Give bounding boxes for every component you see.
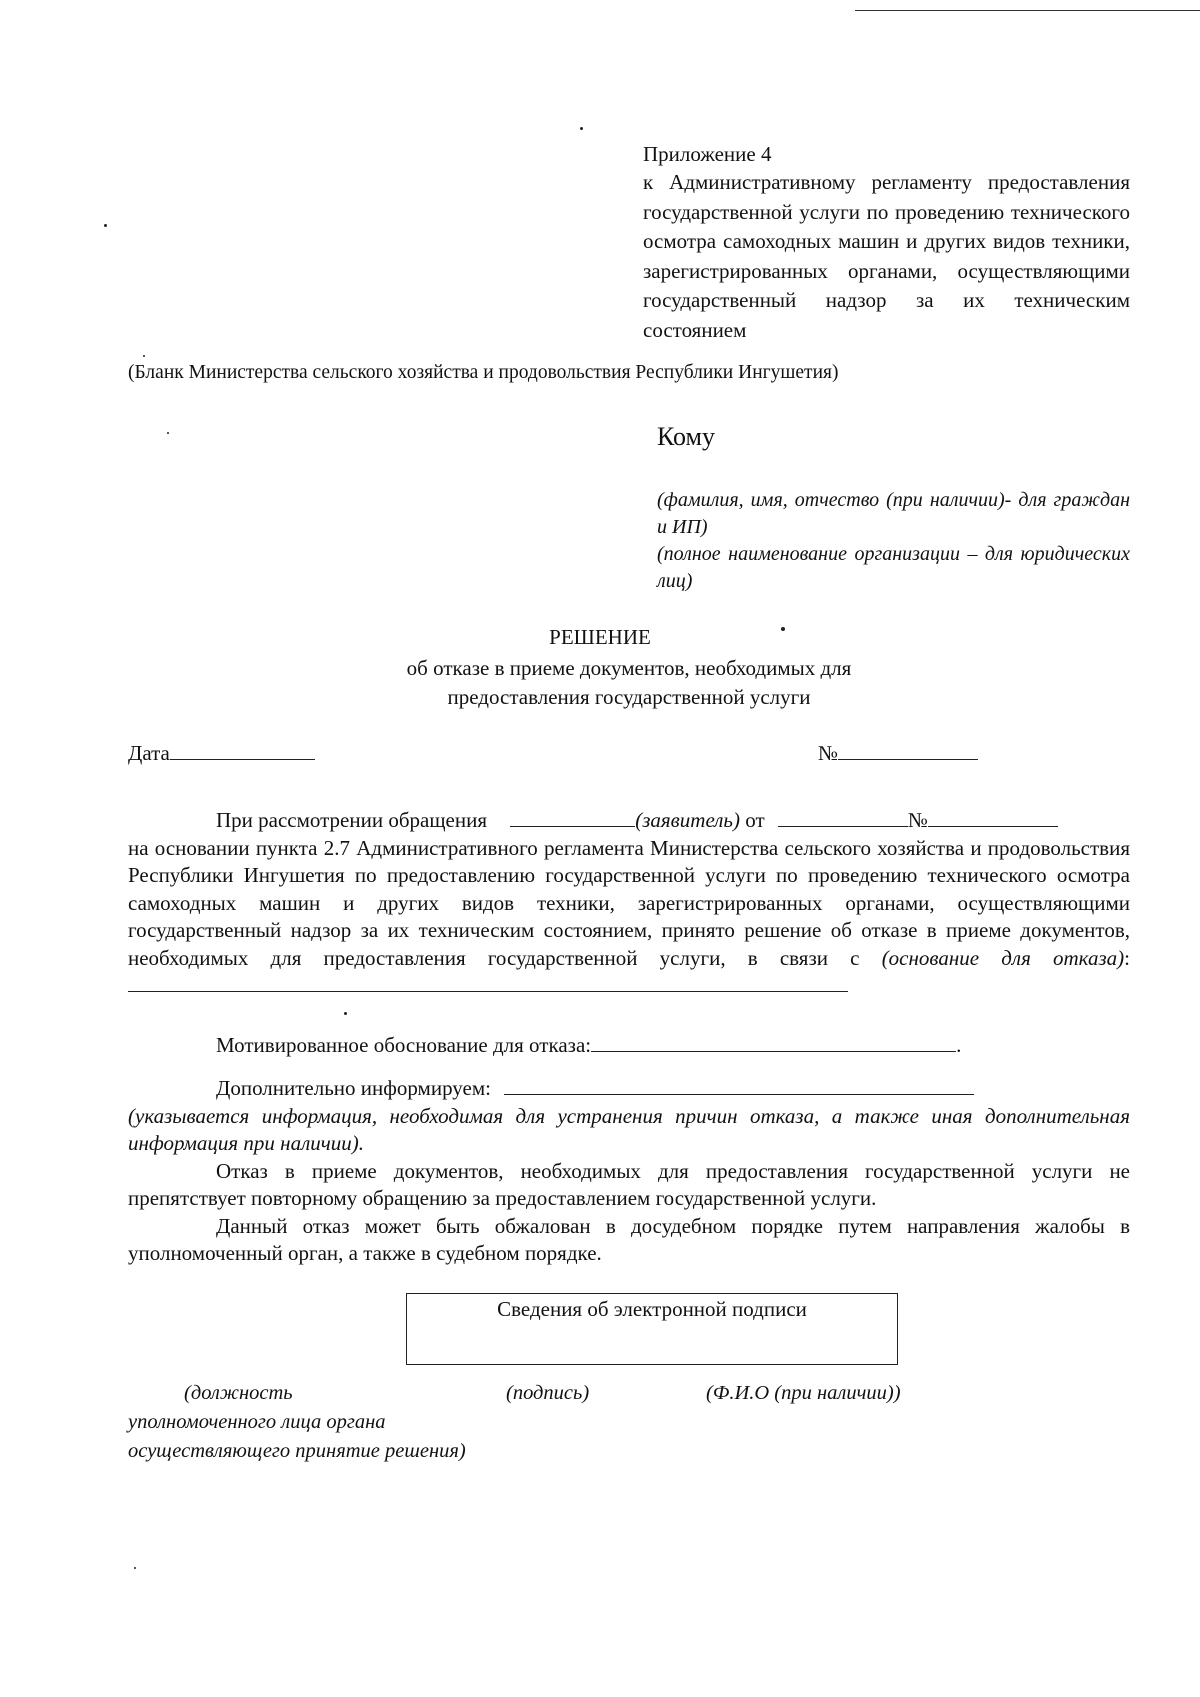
p1-no: № [907,808,928,832]
no-obstacle-paragraph: Отказ в приеме документов, необходимых для предоставления государственной услуги не препятствует повторному обращению за предоставлением государственной услуги. [128,1158,1130,1210]
e-signature-label: Сведения об электронной подписи [497,1297,807,1321]
from-date-blank[interactable] [778,806,908,827]
position-caption-line3: осуществляющего принятие решения) [128,1440,466,1462]
date-blank[interactable] [170,739,315,760]
letterhead-note: (Бланк Министерства сельского хозяйства и продовольствия Республики Ингушетия) [128,362,839,383]
p1-colon: : [1124,945,1131,970]
scan-speck [134,1567,136,1569]
scan-speck [167,432,169,434]
scan-speck [580,127,583,130]
top-edge-rule [855,10,1200,11]
full-name-caption: (Ф.И.О (при наличии)) [706,1382,901,1404]
applicant-blank[interactable] [510,806,635,827]
decision-subtitle-line1: об отказе в приеме документов, необходимых для [406,656,852,680]
recipient-hint-org: (полное наименование организации – для юридических лиц) [657,543,1130,592]
appeal-paragraph: Данный отказ может быть обжалован в досудебном порядке путем направления жалобы в уполномоченный орган, а также в судебном порядке. [128,1213,1130,1265]
position-caption-line1: (должность [184,1382,293,1404]
request-number-blank[interactable] [928,806,1058,827]
additional-info-paragraph [128,1074,1130,1268]
number-blank[interactable] [838,739,978,760]
p1-from: от [745,808,765,832]
p1-start: При рассмотрении обращения [216,808,487,832]
extra-label: Дополнительно информируем: [216,1076,491,1100]
appendix-text: к Административному регламенту предоставления государственной услуги по проведению технического осмотра самоходных машин и других видов техники, зарегистрированных органами, осуществляющими государственный надзор за их техническим состоянием [643,170,1130,342]
scan-speck [104,224,107,227]
date-field[interactable] [128,739,315,766]
appendix-title: Приложение 4 [643,142,772,166]
scan-speck [344,1012,347,1015]
decision-subtitle-line2: предоставления государственной услуги [447,685,811,709]
reason-hint: (основание для отказа) [881,945,1125,970]
decision-title: РЕШЕНИЕ [549,625,651,649]
recipient-hints [657,487,1130,595]
reason-blank[interactable] [128,975,848,992]
main-paragraph [128,806,1130,1000]
number-field[interactable] [818,739,978,766]
motivation-row: Мотивированное обоснование для отказа: . [216,1033,962,1057]
applicant-hint: (заявитель) [635,808,740,832]
extra-hint: (указывается информация, необходимая для устранения причин отказа, а также иная дополнительная информация при наличии). [128,1103,1130,1155]
recipient-hint-citizen: (фамилия, имя, отчество (при наличии)- для граждан и ИП) [657,489,1130,538]
position-caption-line2: уполномоченного лица органа [128,1411,386,1433]
p1-rest: на основании пункта 2.7 Административного регламента Министерства сельского хозяйства и продовольствия Республики Ингушетия по предоставлению государственной услуги по проведению технического осмотра самоходных машин и других видов техники, зарегистрированных органами, осуществляющими государственный надзор за их техническим состоянием, принято решение об отказе в приеме документов, необходимых для предоставления государственной услуги, в связи с [128,835,1130,970]
motivation-blank[interactable] [591,1031,956,1052]
recipient-label: Кому [657,422,716,451]
extra-info-blank[interactable] [504,1074,974,1095]
decision-subtitle [0,654,1200,712]
scan-speck [143,355,145,357]
position-caption [128,1379,466,1466]
number-label: № [818,741,839,765]
motivation-label: Мотивированное обоснование для отказа: [216,1033,592,1057]
date-label: Дата [128,741,170,765]
signature-caption: (подпись) [506,1382,590,1404]
